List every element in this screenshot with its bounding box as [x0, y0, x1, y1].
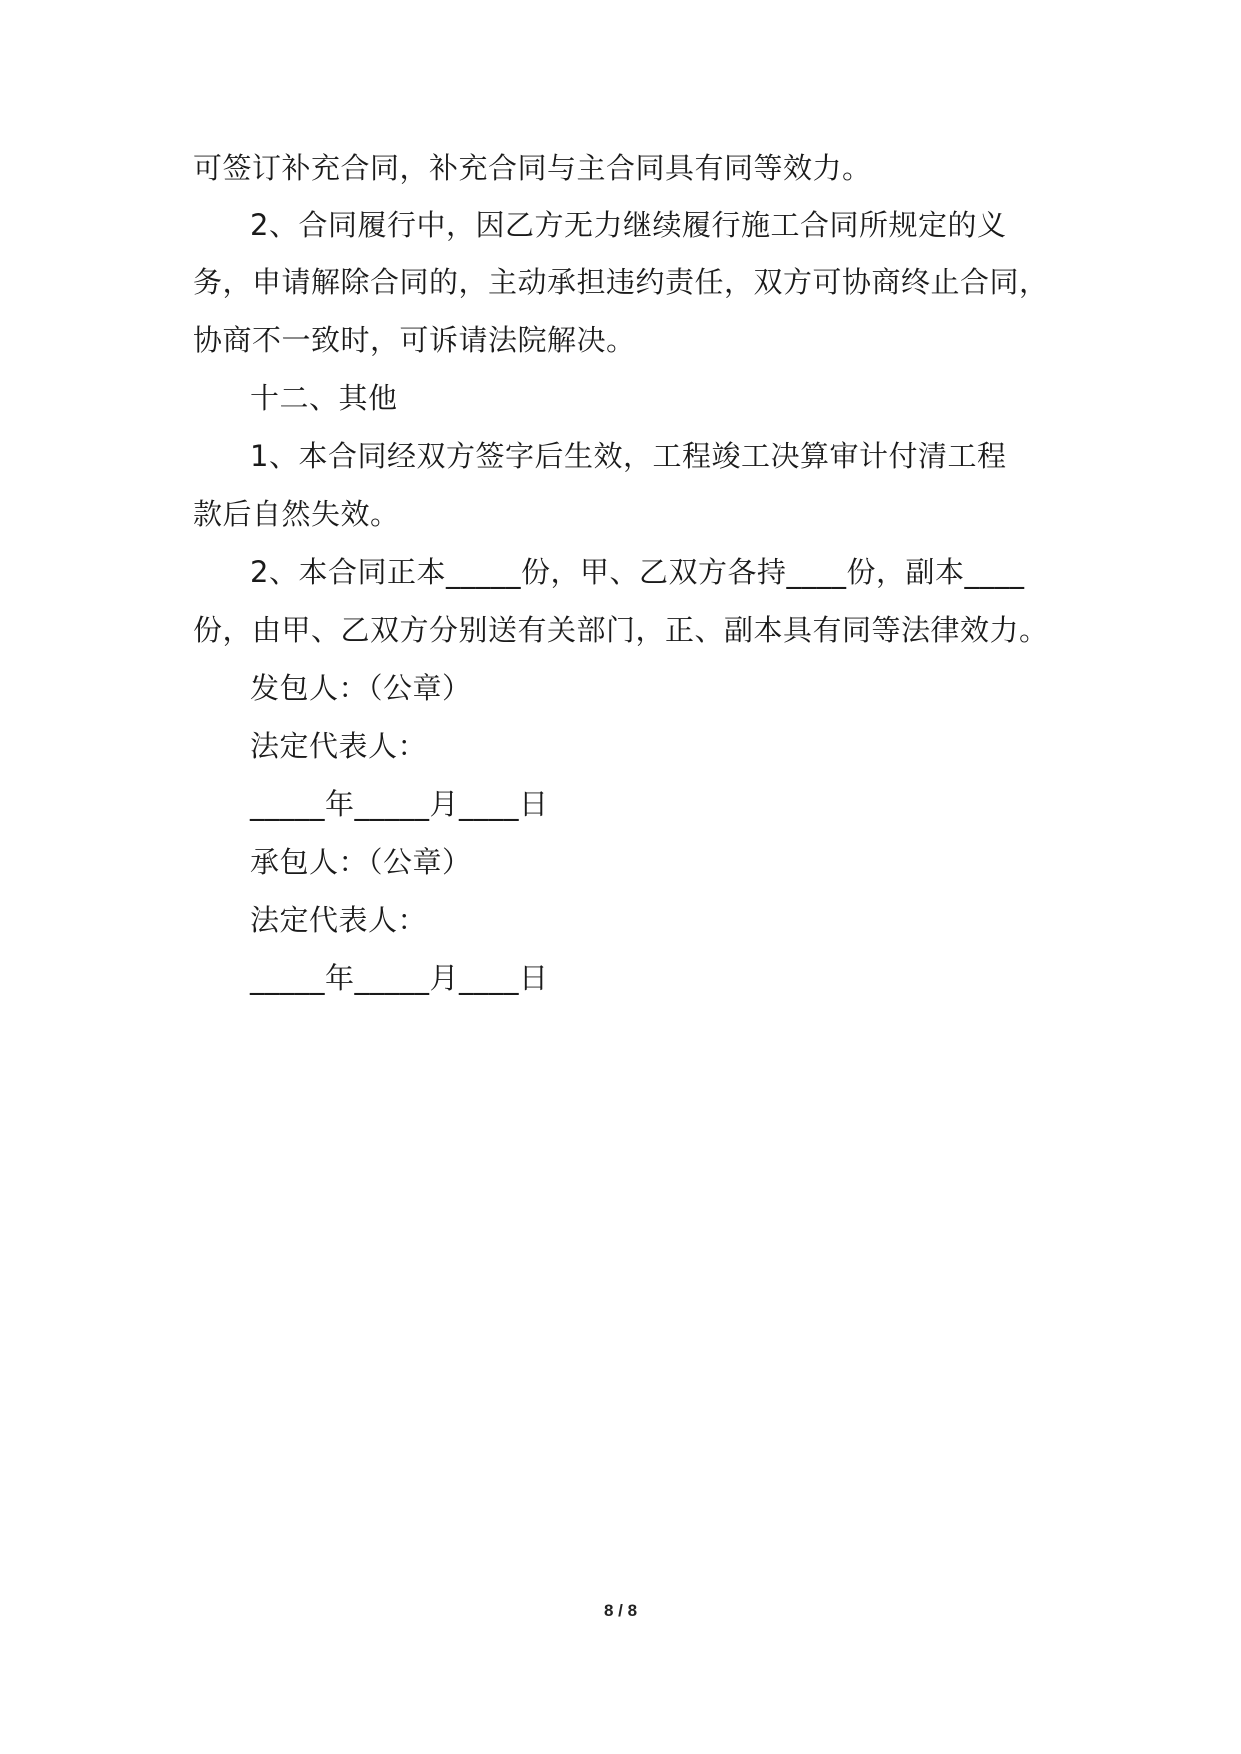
page-number: 8 / 8	[603, 1601, 638, 1620]
clause-2-line-1: 2、合同履行中，因乙方无力继续履行施工合同所规定的义	[250, 208, 1007, 242]
copies-clause-line-2: 份，由甲、乙双方分别送有关部门，正、副本具有同等法律效力。	[193, 613, 1049, 647]
employer-seal-label: 发包人：（公章）	[250, 671, 472, 705]
contractor-legal-representative-label: 法定代表人：	[250, 903, 428, 937]
clause-1-line-1: 1、本合同经双方签字后生效，工程竣工决算审计付清工程	[250, 439, 1007, 473]
clause-1-line-2: 款后自然失效。	[193, 497, 400, 531]
employer-date-line: _____年_____月____日	[250, 787, 549, 821]
paragraph-line-supplement: 可签订补充合同，补充合同与主合同具有同等效力。	[193, 151, 872, 185]
contractor-seal-label: 承包人：（公章）	[250, 845, 472, 879]
contractor-date-line: _____年_____月____日	[250, 961, 549, 995]
clause-2-line-2: 务，申请解除合同的，主动承担违约责任，双方可协商终止合同，	[193, 265, 1049, 299]
section-heading-other: 十二、其他	[250, 381, 398, 415]
employer-legal-representative-label: 法定代表人：	[250, 729, 428, 763]
copies-clause-line-1: 2、本合同正本_____份，甲、乙双方各持____份，副本____	[250, 555, 1025, 589]
clause-2-line-3: 协商不一致时，可诉请法院解决。	[193, 323, 636, 357]
